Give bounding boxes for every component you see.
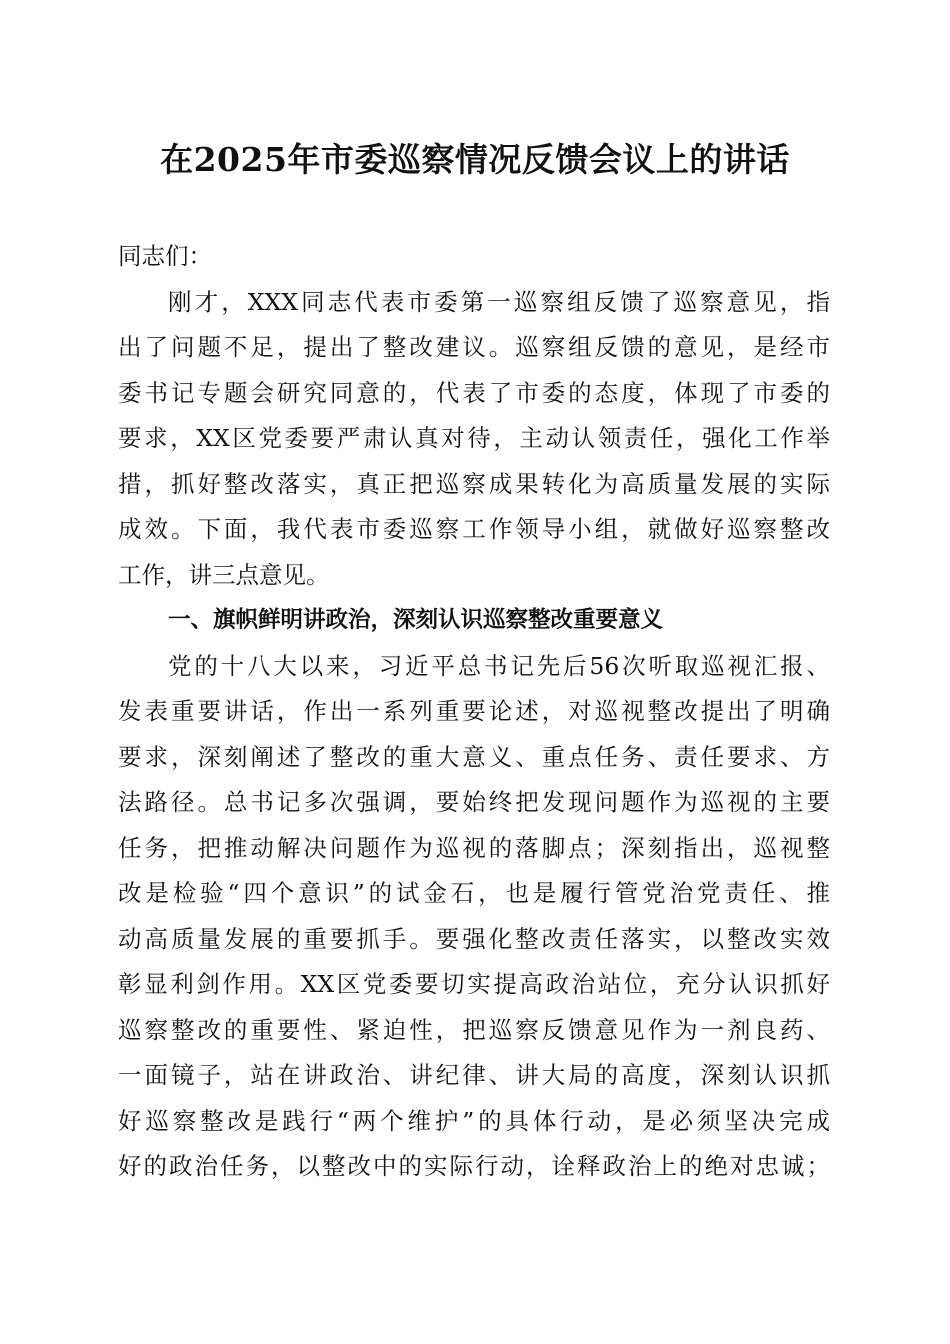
paragraph-line: 一面镜子，站在讲政治、讲纪律、讲大局的高度，深刻认识抓	[118, 1061, 830, 1089]
paragraph-line: 措，抓好整改落实，真正把巡察成果转化为高质量发展的实际	[118, 469, 830, 498]
paragraph-line: 巡察整改的重要性、紧迫性，把巡察反馈意见作为一剂良药、	[118, 1015, 830, 1044]
document-title: 在2025年市委巡察情况反馈会议上的讲话	[160, 140, 790, 179]
paragraph-line: 动高质量发展的重要抓手。要强化整改责任落实，以整改实效	[118, 924, 830, 953]
paragraph-line: 彰显利剑作用。XX区党委要切实提高政治站位，充分认识抓好	[118, 970, 830, 998]
paragraph-line: 成效。下面，我代表市委巡察工作领导小组，就做好巡察整改	[118, 515, 830, 543]
paragraph-line: 工作，讲三点意见。	[118, 560, 330, 589]
document-body	[118, 234, 830, 1190]
paragraph-line: 好的政治任务，以整改中的实际行动，诠释政治上的绝对忠诚；	[118, 1152, 830, 1180]
paragraph-line: 改是检验“四个意识”的试金石，也是履行管党治党责任、推	[118, 879, 830, 907]
paragraph-line: 委书记专题会研究同意的，代表了市委的态度，体现了市委的	[118, 378, 830, 407]
paragraph-line: 刚才，XXX同志代表市委第一巡察组反馈了巡察意见，指	[168, 287, 830, 316]
paragraph-line: 要求，深刻阐述了整改的重大意义、重点任务、责任要求、方	[118, 742, 830, 771]
paragraph-line: 任务，把推动解决问题作为巡视的落脚点；深刻指出，巡视整	[118, 833, 830, 862]
paragraph-line: 党的十八大以来，习近平总书记先后56次听取巡视汇报、	[168, 651, 830, 680]
paragraph-line: 发表重要讲话，作出一系列重要论述，对巡视整改提出了明确	[118, 697, 830, 725]
paragraph-2	[118, 644, 830, 1190]
salutation: 同志们：	[118, 242, 212, 270]
paragraph-1	[118, 280, 830, 599]
paragraph-line: 要求，XX区党委要严肃认真对待，主动认领责任，强化工作举	[118, 424, 830, 452]
section-heading: 一、旗帜鲜明讲政治，深刻认识巡察整改重要意义	[168, 607, 664, 633]
paragraph-line: 法路径。总书记多次强调，要始终把发现问题作为巡视的主要	[118, 788, 830, 816]
paragraph-line: 好巡察整改是践行“两个维护”的具体行动，是必须坚决完成	[118, 1106, 830, 1135]
paragraph-line: 出了问题不足，提出了整改建议。巡察组反馈的意见，是经市	[118, 333, 830, 361]
